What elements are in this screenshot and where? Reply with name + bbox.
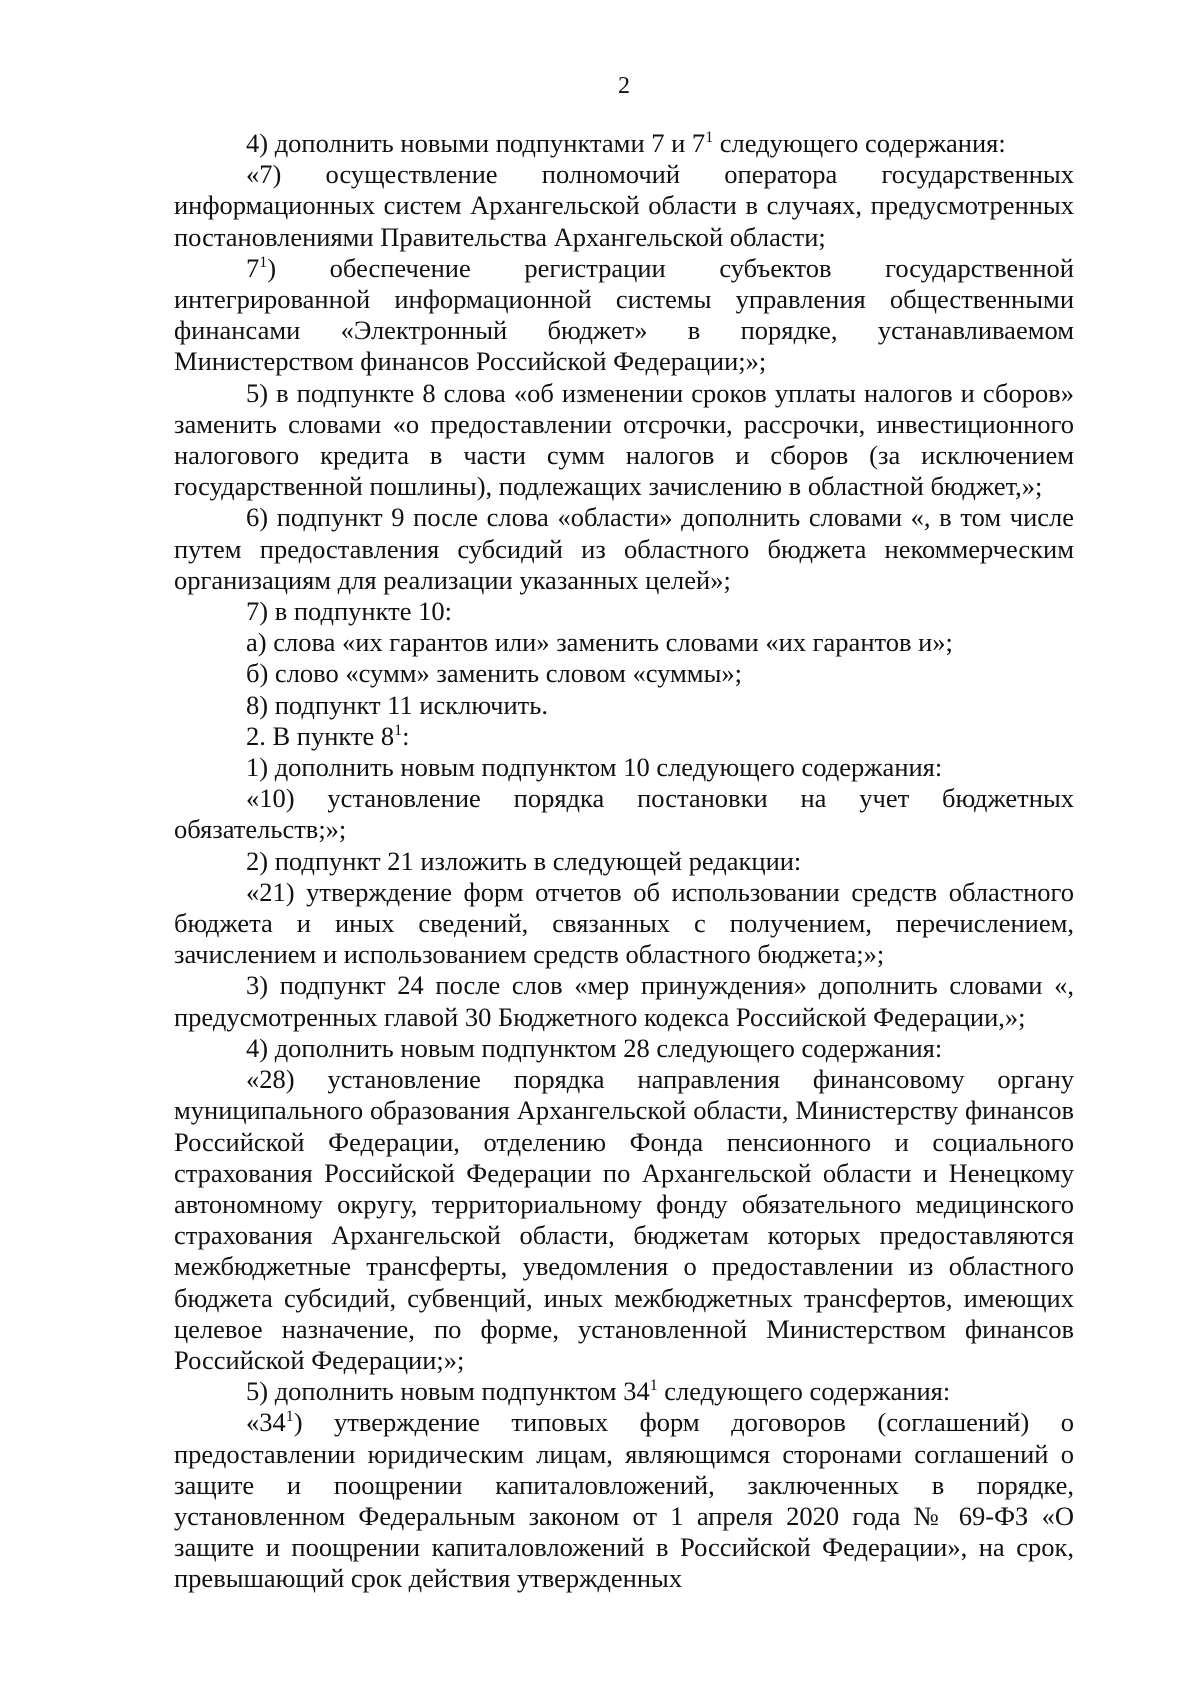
paragraph — [174, 970, 1074, 1032]
paragraph — [174, 1407, 1074, 1594]
document-body — [174, 128, 1074, 1595]
paragraph — [174, 627, 1074, 658]
paragraph — [174, 1064, 1074, 1376]
text-segment: а) слова «их гарантов или» заменить словами «их гарантов и»; — [246, 627, 953, 658]
paragraph — [174, 658, 1074, 689]
paragraph — [174, 1376, 1074, 1407]
text-segment: 7 — [246, 252, 260, 283]
paragraph — [174, 128, 1074, 159]
text-segment: следующего содержания: — [713, 128, 1006, 158]
paragraph — [174, 690, 1074, 721]
text-segment: ) утверждение типовых форм договоров (соглашений) о предоставлении юридическим лицам, являющимся сторонами соглашений о защите и поощрении капиталовложений, заключенных в порядке, установленном Федеральным законом от 1 апреля 2020 года № 69-ФЗ «О защите и поощрении капиталовложений в Российской Федерации», на срок, превышающий срок действия утвержденных — [174, 1407, 1074, 1594]
paragraph — [174, 596, 1074, 627]
paragraph — [174, 877, 1074, 971]
paragraph — [174, 253, 1074, 378]
text-segment: 4) дополнить новым подпунктом 28 следующего содержания: — [246, 1032, 943, 1063]
text-segment: 7) в подпункте 10: — [246, 596, 452, 627]
superscript: 1 — [649, 1377, 658, 1395]
text-segment: «28) установление порядка направления финансовому органу муниципального образования Архангельской области, Министерству финансов Российской Федерации, отделению Фонда пенсионного и социального страхования Российской Федерации по Архангельской области и Ненецкому автономному округу, территориальному фонду обязательного медицинского страхования Архангельской области, бюджетам которых предоставляются межбюджетные трансферты, уведомления о предоставлении из областного бюджета субсидий, субвенций, иных межбюджетных трансфертов, имеющих целевое назначение, по форме, установленной Министерством финансов Российской Федерации;»; — [174, 1064, 1074, 1375]
text-segment: 5) в подпункте 8 слова «об изменении сроков уплаты налогов и сборов» заменить словами «о предоставлении отсрочки, рассрочки, инвестиционного налогового кредита в части сумм налогов и сборов (за исключением государственной пошлины), подлежащих зачислению в областной бюджет,»; — [174, 377, 1074, 502]
paragraph — [174, 1033, 1074, 1064]
text-segment: 4) дополнить новыми подпунктами 7 и 7 — [246, 128, 706, 158]
page-number: 2 — [618, 73, 630, 99]
paragraph — [174, 378, 1074, 503]
text-segment: 1) дополнить новым подпунктом 10 следующего содержания: — [246, 752, 943, 783]
paragraph — [174, 502, 1074, 596]
text-segment: 5) дополнить новым подпунктом 34 — [246, 1376, 650, 1407]
text-segment: 2. В пункте 8 — [246, 720, 395, 751]
paragraph — [174, 783, 1074, 845]
text-segment: 3) подпункт 24 после слов «мер принуждения» дополнить словами «, предусмотренных главой 30 Бюджетного кодекса Российской Федерации,»; — [174, 970, 1074, 1032]
paragraph — [174, 846, 1074, 877]
superscript: 1 — [394, 722, 403, 740]
text-segment: «34 — [246, 1407, 286, 1438]
superscript: 1 — [285, 1408, 294, 1426]
paragraph — [174, 752, 1074, 783]
text-segment: «21) утверждение форм отчетов об использовании средств областного бюджета и иных сведений, связанных с получением, перечислением, зачислением и использованием средств областного бюджета;»; — [174, 876, 1074, 970]
text-segment: ) обеспечение регистрации субъектов государственной интегрированной информационной системы управления общественными финансами «Электронный бюджет» в порядке, устанавливаемом Министерством финансов Российской Федерации;»; — [174, 252, 1074, 377]
superscript: 1 — [259, 253, 268, 271]
text-segment: «10) установление порядка постановки на учет бюджетных обязательств;»; — [174, 783, 1074, 845]
text-segment: : — [402, 720, 410, 751]
text-segment: «7) осуществление полномочий оператора государственных информационных систем Архангельской области в случаях, предусмотренных постановлениями Правительства Архангельской области; — [174, 159, 1074, 252]
superscript: 1 — [705, 129, 714, 147]
text-segment: 2) подпункт 21 изложить в следующей редакции: — [246, 845, 802, 876]
text-segment: б) слово «сумм» заменить словом «суммы»; — [246, 658, 742, 689]
paragraph — [174, 721, 1074, 752]
text-segment: 6) подпункт 9 после слова «области» дополнить словами «, в том числе путем предоставления субсидий из областного бюджета некоммерческим организациям для реализации указанных целей»; — [174, 502, 1074, 595]
text-segment: 8) подпункт 11 исключить. — [246, 689, 548, 720]
text-segment: следующего содержания: — [657, 1376, 951, 1407]
paragraph — [174, 159, 1074, 253]
